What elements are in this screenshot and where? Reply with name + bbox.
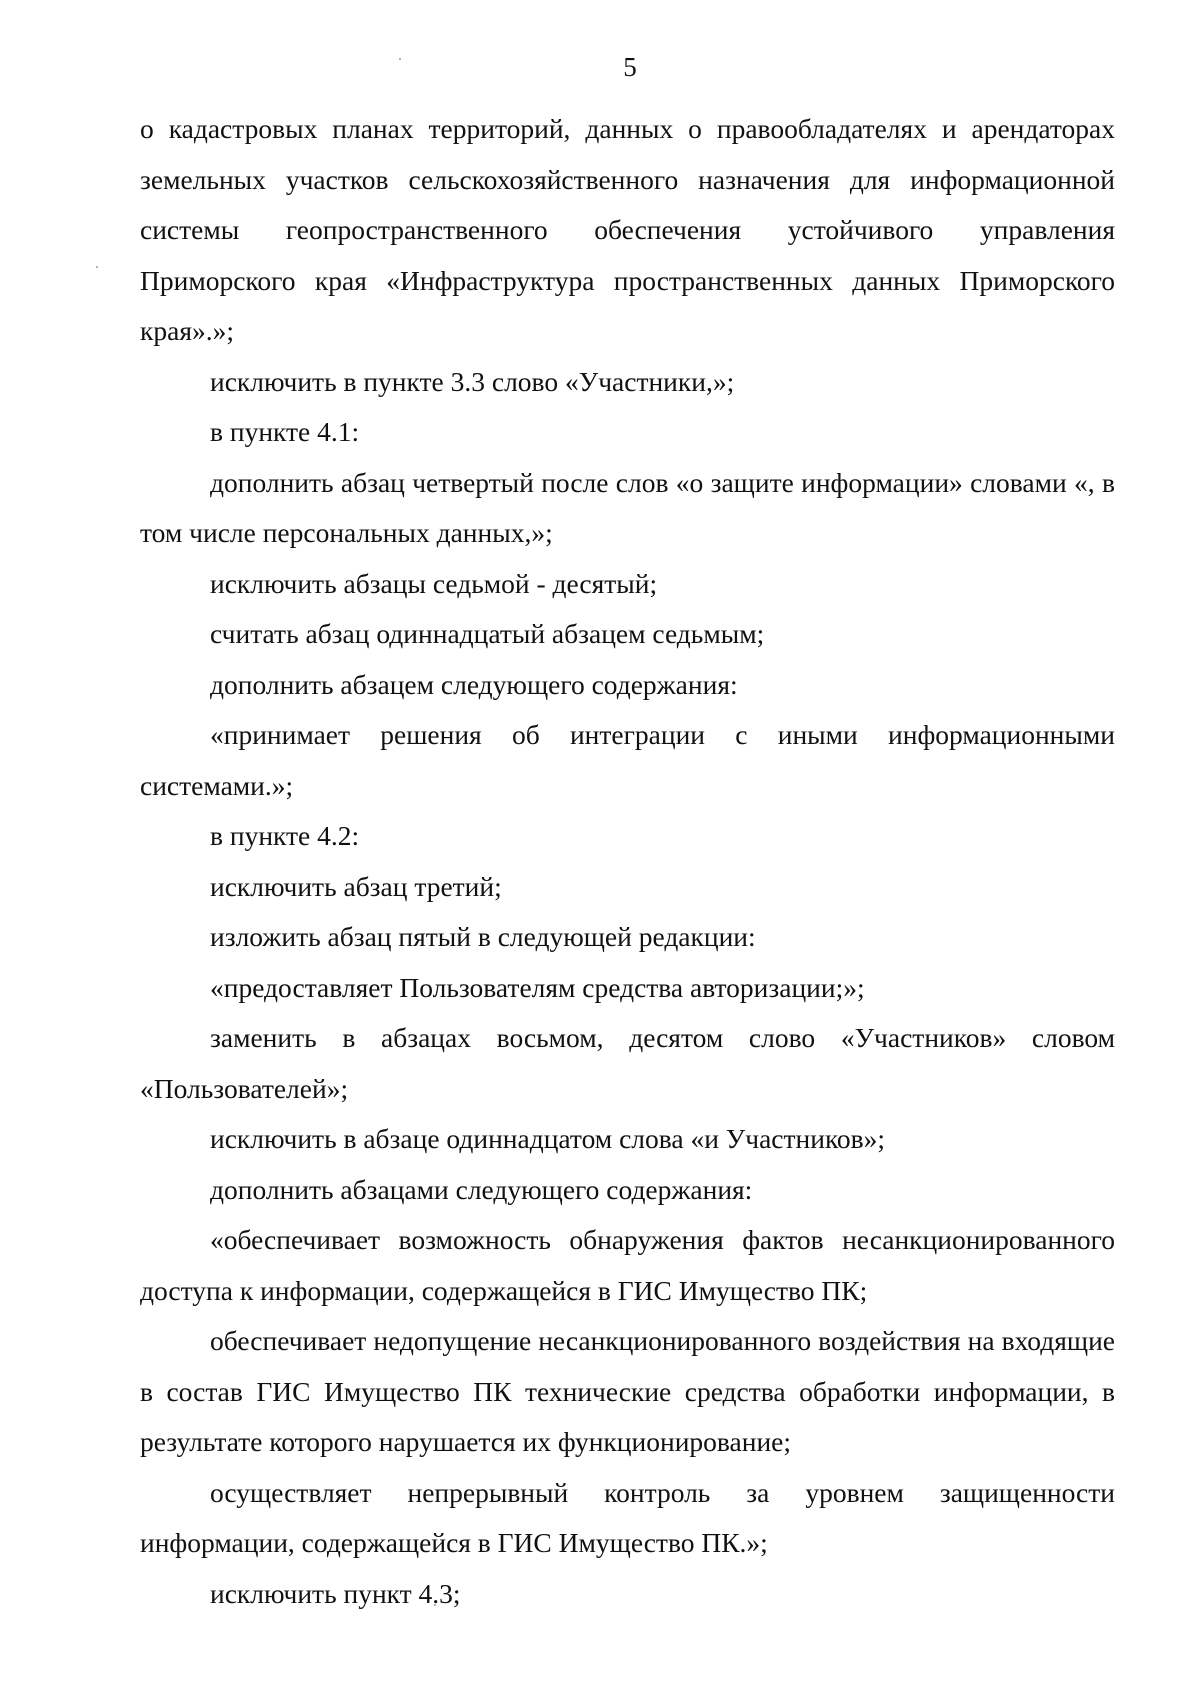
paragraph: считать абзац одиннадцатый абзацем седьмым; (210, 618, 765, 649)
paragraph: осуществляет непрерывный контроль за уровнем защищенности информации, содержащейся в ГИС Имущество ПК.»; (140, 1476, 1115, 1558)
paragraph: заменить в абзацах восьмом, десятом слово «Участников» словом «Пользователей»; (140, 1022, 1115, 1104)
paragraph: в пункте 4.1: (210, 416, 360, 447)
paragraph: «предоставляет Пользователям средства авторизации;»; (210, 971, 865, 1003)
paragraph: «принимает решения об интеграции с иными информационными системами.»; (140, 719, 1115, 801)
paragraph: дополнить абзацами следующего содержания: (210, 1173, 753, 1205)
paragraph: дополнить абзац четвертый после слов «о защите информации» словами «, в том числе персональных данных,»; (140, 466, 1115, 548)
paragraph: исключить абзацы седьмой - десятый; (210, 567, 658, 599)
paragraph: изложить абзац пятый в следующей редакции: (210, 921, 756, 952)
scan-speck (96, 266, 98, 268)
paragraph: «обеспечивает возможность обнаружения фактов несанкционированного доступа к информации, содержащейся в ГИС Имущество ПК; (140, 1224, 1115, 1306)
paragraph: о кадастровых планах территорий, данных о правообладателях и арендаторах земельных участков сельскохозяйственного назначения для информационной системы геопространственного обеспечения устойчивого управления Приморского края «Инфраструктура пространственных данных Приморского края».»; (140, 113, 1115, 346)
paragraph: исключить в пункте 3.3 слово «Участники,»; (210, 365, 735, 397)
document-body (140, 104, 1115, 1619)
paragraph: исключить абзац третий; (210, 870, 502, 902)
paragraph: обеспечивает недопущение несанкционированного воздействия на входящие в состав ГИС Имущество ПК технические средства обработки информации, в результате которого нарушается их функционирование; (140, 1325, 1115, 1457)
page-number: 5 (623, 52, 637, 82)
paragraph: дополнить абзацем следующего содержания: (210, 668, 738, 700)
paragraph: исключить в абзаце одиннадцатом слова «и Участников»; (210, 1123, 886, 1154)
paragraph: в пункте 4.2: (210, 820, 360, 851)
paragraph: исключить пункт 4.3; (210, 1577, 461, 1609)
